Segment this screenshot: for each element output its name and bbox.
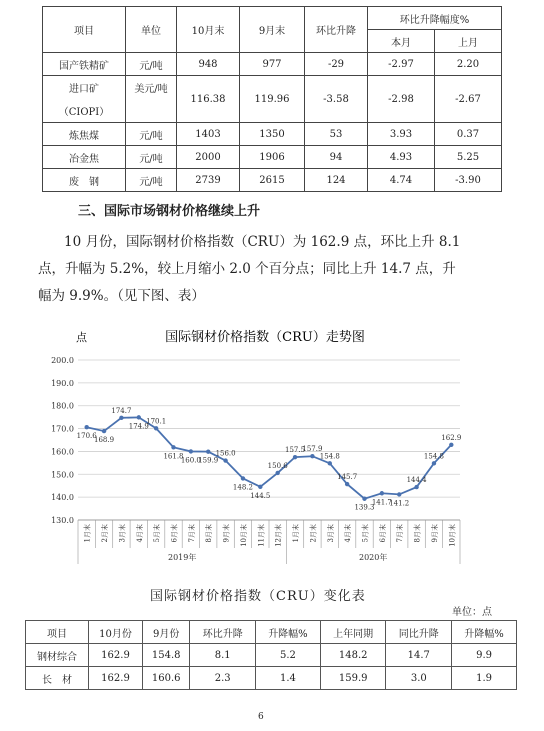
- x-tick-label: 10月末: [448, 524, 457, 547]
- header-unit: 单位: [126, 7, 177, 53]
- paragraph-line: 10 月份，国际钢材价格指数（CRU）为 162.9 点，环比上升 8.1: [64, 234, 461, 250]
- x-tick-label: 1月末: [292, 524, 301, 543]
- table-cell: 3.0: [386, 667, 452, 690]
- header-this-month: 本月: [368, 30, 435, 53]
- chart-data-labels: [77, 407, 462, 512]
- x-tick-label: 2月末: [309, 524, 318, 543]
- header-cell: 项目: [26, 621, 89, 644]
- data-point: [345, 482, 349, 486]
- table-cell: 1.9: [452, 667, 517, 690]
- data-label: 161.8: [163, 452, 184, 461]
- cell-this-month: -2.97: [368, 53, 435, 76]
- data-point: [171, 445, 175, 449]
- table-cell: 1.4: [256, 667, 321, 690]
- x-tick-label: 8月末: [413, 524, 422, 543]
- table-row: [43, 146, 502, 169]
- data-label: 148.2: [232, 483, 253, 492]
- table-header-row: [26, 621, 517, 644]
- cell-sep: 2615: [240, 169, 305, 192]
- cell-unit: 元/吨: [126, 169, 177, 192]
- data-point: [84, 425, 88, 429]
- table-cell: 162.9: [89, 667, 143, 690]
- cell-unit: 元/吨: [126, 53, 177, 76]
- x-tick-label: 3月末: [326, 524, 335, 543]
- x-tick-label: 12月末: [274, 524, 283, 547]
- data-label: 150.6: [267, 461, 288, 470]
- header-rate-group: 环比升降幅度%: [368, 7, 502, 30]
- year-group-label: 2020年: [359, 553, 388, 562]
- table-row: [43, 76, 502, 123]
- cell-this-month: 4.93: [368, 146, 435, 169]
- y-tick-label: 160.0: [51, 447, 74, 457]
- x-tick-label: 4月末: [344, 524, 353, 543]
- paragraph-line: 幅为 9.9%。（见下图、表）: [38, 288, 205, 304]
- cru-change-table: [25, 620, 517, 690]
- x-tick-label: 9月末: [222, 524, 231, 543]
- cell-mom: 124: [305, 169, 368, 192]
- table-cell: 钢材综合: [26, 644, 89, 667]
- data-label: 174.9: [128, 422, 149, 431]
- data-label: 141.7: [371, 498, 392, 507]
- header-item: 项目: [43, 7, 126, 53]
- cell-mom: -3.58: [305, 76, 368, 123]
- year-group-label: 2019年: [168, 553, 197, 562]
- y-tick-label: 140.0: [51, 493, 74, 503]
- data-point: [154, 426, 158, 430]
- cell-sep: 1906: [240, 146, 305, 169]
- data-point: [310, 454, 314, 458]
- cell-oct: 2739: [177, 169, 240, 192]
- cell-item-line2: （CIOPI）: [58, 107, 110, 118]
- cru-line-chart: [40, 323, 480, 573]
- data-point: [189, 449, 193, 453]
- table-row: [43, 169, 502, 192]
- data-point: [449, 443, 453, 447]
- table-cell: 148.2: [320, 644, 386, 667]
- header-cell: 9月份: [142, 621, 189, 644]
- chart-y-axis: [51, 356, 74, 525]
- x-tick-label: 4月末: [135, 524, 144, 543]
- data-point: [119, 416, 123, 420]
- header-mom: 环比升降: [305, 7, 368, 53]
- cell-unit: 美元/吨: [126, 76, 177, 123]
- header-cell: 环比升降: [190, 621, 256, 644]
- data-point: [102, 429, 106, 433]
- table-cell: 154.8: [142, 644, 189, 667]
- x-tick-label: 6月末: [378, 524, 387, 543]
- cell-item: [43, 76, 126, 123]
- y-tick-label: 180.0: [51, 401, 74, 411]
- header-cell: 升降幅%: [452, 621, 517, 644]
- cell-oct: 1403: [177, 123, 240, 146]
- y-tick-label: 190.0: [51, 378, 74, 388]
- y-tick-label: 200.0: [51, 356, 74, 365]
- table-title: 国际钢材价格指数（CRU）变化表: [150, 589, 366, 604]
- x-tick-label: 1月末: [83, 524, 92, 543]
- data-label: 156.0: [215, 449, 236, 458]
- data-point: [137, 415, 141, 419]
- table-cell: 5.2: [256, 644, 321, 667]
- data-point: [241, 476, 245, 480]
- data-label: 144.4: [406, 476, 427, 485]
- data-label: 139.3: [354, 503, 375, 512]
- table-cell: 159.9: [320, 667, 386, 690]
- cell-item-line1: 进口矿: [69, 84, 99, 95]
- cell-this-month: 4.74: [368, 169, 435, 192]
- raw-material-price-table: [42, 6, 502, 192]
- table-row: [26, 644, 517, 667]
- x-tick-label: 7月末: [396, 524, 405, 543]
- data-point: [275, 471, 279, 475]
- data-label: 170.1: [146, 417, 167, 426]
- cell-this-month: 3.93: [368, 123, 435, 146]
- header-cell: 10月份: [89, 621, 143, 644]
- header-cell: 升降幅%: [256, 621, 321, 644]
- data-label: 162.9: [441, 433, 462, 442]
- y-tick-label: 150.0: [51, 470, 74, 480]
- x-tick-label: 5月末: [153, 524, 162, 543]
- cell-sep: 1350: [240, 123, 305, 146]
- x-tick-label: 2月末: [101, 524, 110, 543]
- cell-sep: 119.96: [240, 76, 305, 123]
- data-point: [328, 461, 332, 465]
- table-cell: 160.6: [142, 667, 189, 690]
- data-label: 144.5: [250, 491, 271, 500]
- header-sep: 9月末: [240, 7, 305, 53]
- chart-ylabel: 点: [76, 331, 87, 344]
- data-point: [414, 485, 418, 489]
- chart-title: 国际钢材价格指数（CRU）走势图: [165, 330, 365, 345]
- data-point: [293, 455, 297, 459]
- table-row: [43, 53, 502, 76]
- data-point: [432, 461, 436, 465]
- data-label: 157.5: [285, 446, 306, 455]
- table-row: [26, 667, 517, 690]
- page-number: 6: [258, 712, 264, 722]
- paragraph-line: 点，升幅为 5.2%，较上月缩小 2.0 个百分点；同比上升 14.7 点，升: [38, 261, 456, 277]
- data-point: [206, 449, 210, 453]
- cell-oct: 116.38: [177, 76, 240, 123]
- x-tick-label: 7月末: [187, 524, 196, 543]
- table-cell: 8.1: [190, 644, 256, 667]
- data-label: 154.8: [423, 452, 444, 461]
- x-tick-label: 8月末: [205, 524, 214, 543]
- cell-last-month: 5.25: [434, 146, 501, 169]
- table-cell: 14.7: [386, 644, 452, 667]
- x-tick-label: 11月末: [257, 524, 266, 547]
- data-label: 174.7: [111, 406, 132, 415]
- chart-x-axis: [78, 520, 460, 564]
- data-label: 145.7: [337, 473, 358, 482]
- table-cell: 长 材: [26, 667, 89, 690]
- x-tick-label: 10月末: [239, 524, 248, 547]
- y-tick-label: 170.0: [51, 424, 74, 434]
- cell-mom: 53: [305, 123, 368, 146]
- x-tick-label: 6月末: [170, 524, 179, 543]
- data-label: 154.8: [319, 452, 340, 461]
- cell-last-month: -3.90: [434, 169, 501, 192]
- cell-oct: 2000: [177, 146, 240, 169]
- cell-last-month: 2.20: [434, 53, 501, 76]
- cell-item: 废 钢: [43, 169, 126, 192]
- cell-last-month: 0.37: [434, 123, 501, 146]
- data-point: [223, 458, 227, 462]
- body-paragraph: [38, 229, 508, 310]
- cell-sep: 977: [240, 53, 305, 76]
- data-point: [362, 497, 366, 501]
- data-label: 159.9: [198, 456, 219, 465]
- cell-item: 炼焦煤: [43, 123, 126, 146]
- x-tick-label: 3月末: [118, 524, 127, 543]
- header-oct: 10月末: [177, 7, 240, 53]
- table-row: [43, 123, 502, 146]
- unit-note: 单位：点: [452, 607, 492, 618]
- table-cell: 162.9: [89, 644, 143, 667]
- cell-mom: 94: [305, 146, 368, 169]
- data-label: 141.2: [389, 499, 410, 508]
- table-cell: 9.9: [452, 644, 517, 667]
- data-label: 160.0: [180, 456, 201, 465]
- x-tick-label: 5月末: [361, 524, 370, 543]
- cell-unit: 元/吨: [126, 123, 177, 146]
- section-heading: 三、国际市场钢材价格继续上升: [78, 204, 261, 219]
- data-label: 168.9: [94, 436, 115, 445]
- header-last-month: 上月: [434, 30, 501, 53]
- data-label: 170.6: [76, 432, 97, 441]
- header-cell: 上年同期: [320, 621, 386, 644]
- cell-last-month: -2.67: [434, 76, 501, 123]
- cell-item: 冶金焦: [43, 146, 126, 169]
- y-tick-label: 130.0: [51, 516, 74, 525]
- cell-unit: 元/吨: [126, 146, 177, 169]
- cell-mom: -29: [305, 53, 368, 76]
- data-point: [380, 491, 384, 495]
- table-cell: 2.3: [190, 667, 256, 690]
- cell-oct: 948: [177, 53, 240, 76]
- x-tick-label: 9月末: [430, 524, 439, 543]
- data-label: 157.9: [302, 445, 323, 454]
- data-point: [258, 485, 262, 489]
- cell-this-month: -2.98: [368, 76, 435, 123]
- cell-item: 国产铁精矿: [43, 53, 126, 76]
- header-cell: 同比升降: [386, 621, 452, 644]
- data-point: [397, 492, 401, 496]
